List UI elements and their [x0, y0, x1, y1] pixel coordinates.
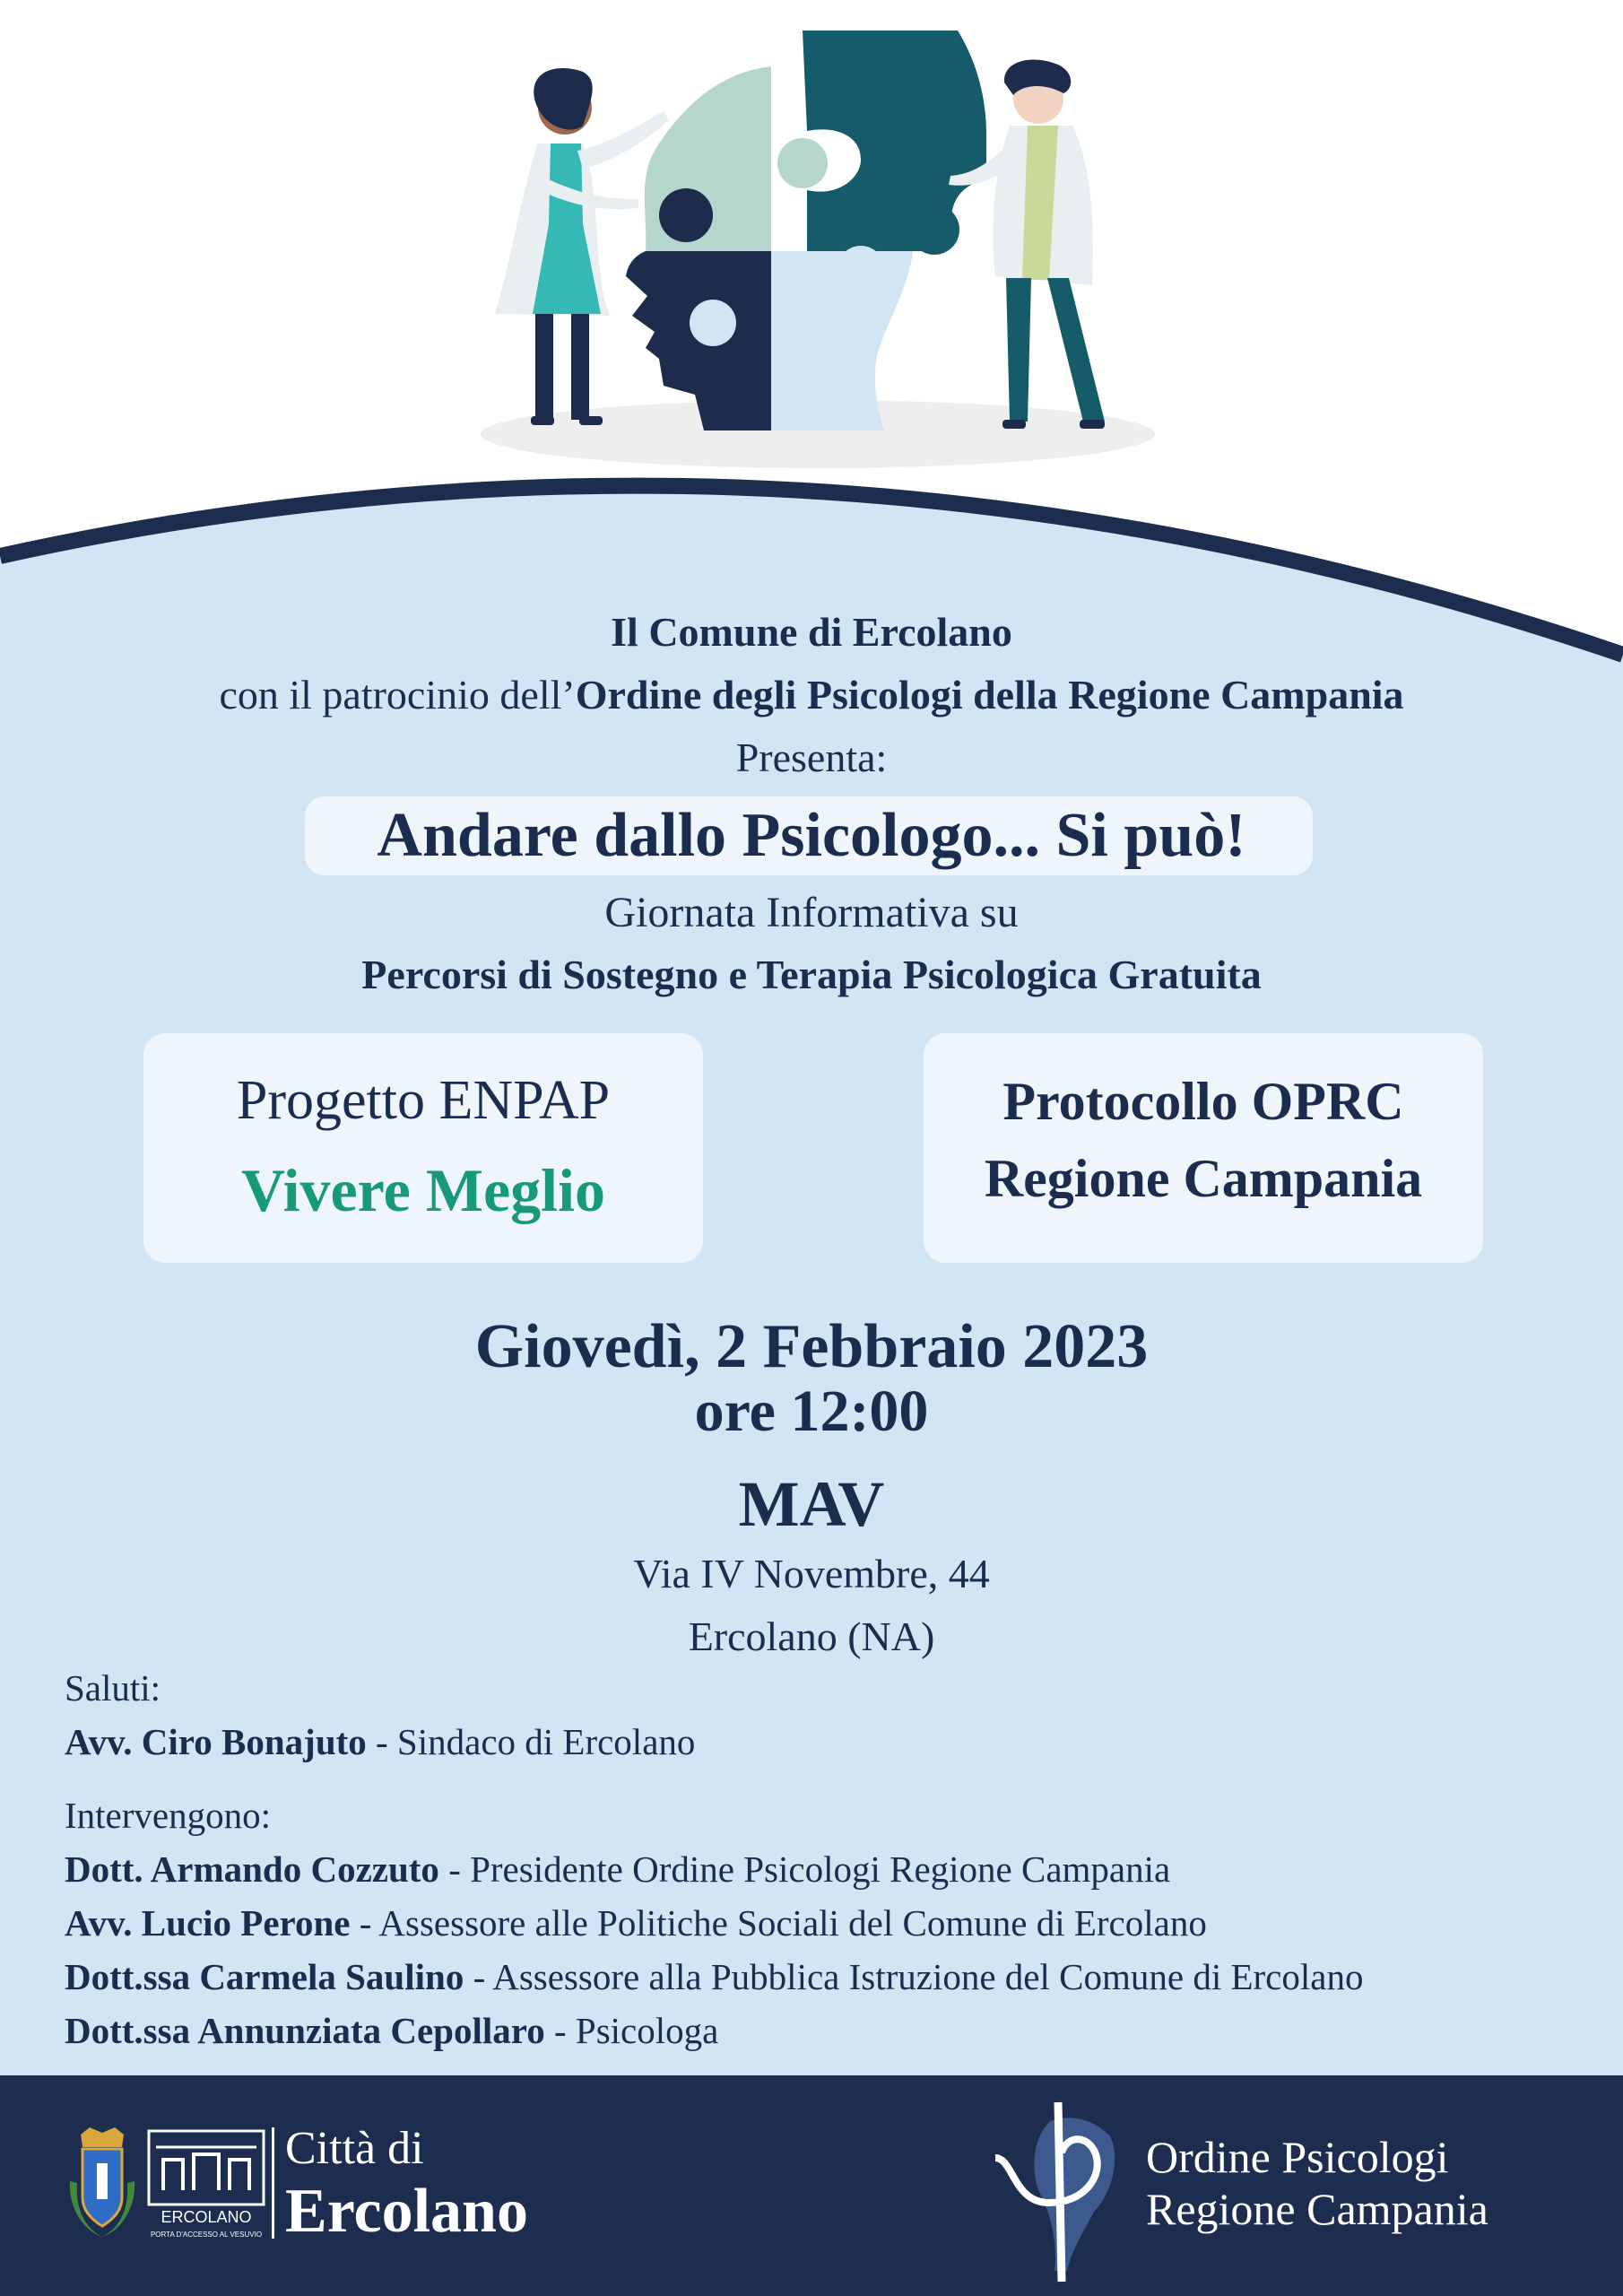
- event-subtitle: Giornata Informativa su: [604, 889, 1019, 936]
- protocol-oprc-region: Regione Campania: [984, 1149, 1423, 1208]
- project-enpap-card: [143, 1033, 703, 1263]
- organizer-name: Il Comune di Ercolano: [611, 609, 1012, 655]
- ercolano-small-name: ERCOLANO: [161, 2208, 252, 2226]
- speaker-name: Avv. Lucio Perone: [65, 1902, 351, 1944]
- patronage-prefix: con il patrocinio dell’: [219, 672, 576, 718]
- city-logo-line1: Città di: [285, 2123, 424, 2174]
- patronage-line: [0, 671, 1623, 718]
- venue-city: Ercolano (NA): [688, 1613, 935, 1659]
- speaker-role: - Psicologa: [544, 2010, 719, 2051]
- logo-divider: [272, 2127, 274, 2239]
- psi-campania-logo-icon: [986, 2095, 1133, 2283]
- speaker-name: Avv. Ciro Bonajuto: [65, 1721, 367, 1762]
- footer-bar: [0, 2075, 1623, 2296]
- ercolano-coat-of-arms-icon: [63, 2127, 142, 2240]
- event-date: Giovedì, 2 Febbraio 2023: [474, 1312, 1149, 1381]
- project-enpap-label: Progetto ENPAP: [236, 1070, 611, 1131]
- speaker-item: [65, 1842, 1607, 1896]
- city-logo-line2: Ercolano: [285, 2177, 528, 2246]
- psi-logo-line2: Regione Campania: [1146, 2184, 1488, 2234]
- ercolano-small-tagline: PORTA D'ACCESSO AL VESUVIO: [150, 2231, 263, 2239]
- psi-logo-line1: Ordine Psicologi: [1146, 2132, 1449, 2182]
- speaker-role: - Presidente Ordine Psicologi Regione Campania: [438, 1848, 1171, 1890]
- speaker-role: - Assessore alla Pubblica Istruzione del Comune di Ercolano: [464, 1956, 1364, 1997]
- protocol-oprc-label: Protocollo OPRC: [1002, 1072, 1404, 1131]
- project-enpap-name: Vivere Meglio: [241, 1156, 605, 1224]
- patronage-org: Ordine degli Psicologi della Regione Campania: [575, 672, 1404, 718]
- speaker-name: Dott.ssa Carmela Saulino: [65, 1956, 464, 1997]
- speaker-item: [65, 1950, 1607, 2004]
- presents-label: Presenta:: [735, 735, 888, 780]
- speaker-role: - Assessore alle Politiche Sociali del Comune di Ercolano: [350, 1902, 1207, 1944]
- speakers-heading: Intervengono:: [65, 1795, 271, 1836]
- venue-name: MAV: [738, 1468, 885, 1540]
- event-topic: Percorsi di Sostegno e Terapia Psicologica Gratuita: [361, 952, 1262, 997]
- greeting-item: [65, 1715, 1607, 1769]
- speakers-section: [65, 1661, 1607, 2057]
- event-title: Andare dallo Psicologo... Si può!: [377, 801, 1246, 870]
- ercolano-logo-icon: [147, 2127, 265, 2240]
- greetings-heading: Saluti:: [65, 1667, 161, 1709]
- speaker-role: - Sindaco di Ercolano: [366, 1721, 696, 1762]
- venue-address: Via IV Novembre, 44: [633, 1551, 990, 1596]
- speaker-name: Dott. Armando Cozzuto: [65, 1848, 439, 1890]
- speaker-item: [65, 2004, 1607, 2057]
- speaker-name: Dott.ssa Annunziata Cepollaro: [65, 2010, 545, 2051]
- speaker-item: [65, 1896, 1607, 1950]
- protocol-oprc-card: [924, 1033, 1483, 1263]
- event-time: ore 12:00: [694, 1378, 929, 1444]
